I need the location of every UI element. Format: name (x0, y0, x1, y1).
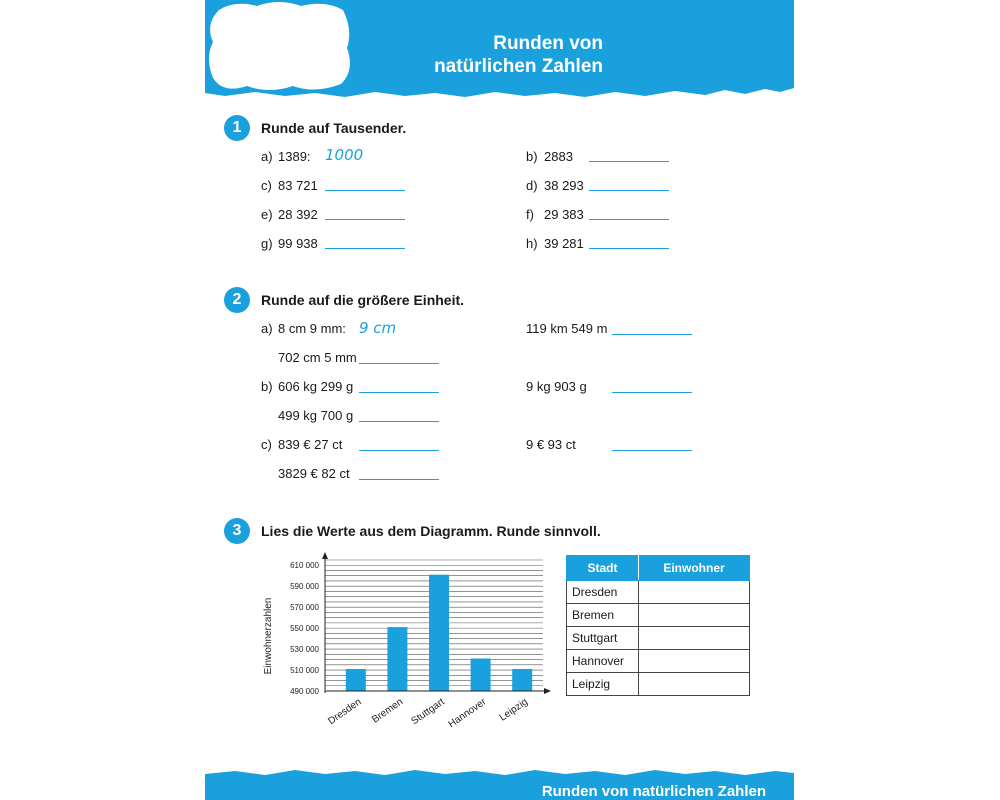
table-cell-population-input[interactable] (639, 650, 750, 673)
y-tick-label: 530 000 (290, 645, 319, 655)
task1-item-a-answer: 1000 (325, 146, 364, 164)
task1-item-b-label: b) (526, 149, 538, 164)
table-row (567, 627, 750, 650)
task2-item-c-label: c) (261, 437, 272, 452)
task1-item-f-value: 29 383 (544, 207, 584, 222)
worksheet-page (205, 0, 794, 800)
table-row (567, 581, 750, 604)
category-label-leipzig: Leipzig (497, 696, 530, 724)
category-label-stuttgart: Stuttgart (409, 696, 447, 728)
task1-item-g-label: g) (261, 236, 273, 251)
y-tick-label: 550 000 (290, 624, 319, 634)
task1-item-h-value: 39 281 (544, 236, 584, 251)
y-tick-label: 590 000 (290, 582, 319, 592)
task1-item-g-value: 99 938 (278, 236, 318, 251)
bar-stuttgart (429, 575, 449, 691)
table-cell-population-input[interactable] (639, 673, 750, 696)
table-cell-city: Leipzig (567, 673, 639, 696)
category-label-dresden: Dresden (326, 696, 364, 728)
task2-item-c2-value: 9 € 93 ct (526, 437, 576, 452)
task2-item-a3-value: 702 cm 5 mm (278, 350, 357, 365)
population-bar-chart (255, 548, 555, 733)
task2-item-c3-value: 3829 € 82 ct (278, 466, 350, 481)
city-population-table (566, 555, 750, 696)
bar-hannover (471, 659, 491, 691)
table-cell-population-input[interactable] (639, 581, 750, 604)
task1-item-d-answer-line[interactable] (589, 190, 669, 191)
stamp-text-line2: DICH! (639, 59, 735, 98)
task1-item-d-value: 38 293 (544, 178, 584, 193)
task1-item-g-answer-line[interactable] (325, 248, 405, 249)
task2-title: Runde auf die größere Einheit. (261, 292, 465, 308)
task1-item-c-label: c) (261, 178, 272, 193)
category-labels (326, 696, 530, 730)
task1-item-a-label: a) (261, 149, 273, 164)
table-row (567, 604, 750, 627)
task2-item-b-value: 606 kg 299 g (278, 379, 354, 394)
table-cell-city: Bremen (567, 604, 639, 627)
task1-item-c-answer-line[interactable] (325, 190, 405, 191)
task2-item-c3-answer-line[interactable] (359, 479, 439, 480)
task1-item-h-answer-line[interactable] (589, 248, 669, 249)
task2-item-b2-answer-line[interactable] (612, 392, 692, 393)
task2-item-a-answer: 9 cm (359, 319, 397, 337)
task1-title: Runde auf Tausender. (261, 120, 407, 136)
footer-title: Runden von natürlichen Zahlen (541, 783, 766, 800)
header-band (205, 0, 794, 100)
task1-item-f-label: f) (526, 207, 534, 222)
x-axis-arrow (544, 688, 551, 694)
task2-item-c-answer-line[interactable] (359, 450, 439, 451)
table-cell-city: Stuttgart (567, 627, 639, 650)
task1-item-a-value: 1389: (278, 149, 311, 164)
bar-bremen (387, 627, 407, 691)
y-tick-label: 510 000 (290, 666, 319, 676)
task2-item-a2-answer-line[interactable] (612, 334, 692, 335)
table-cell-population-input[interactable] (639, 627, 750, 650)
task2-item-a2-value: 119 km 549 m (526, 321, 608, 336)
page-title-line2: natürlichen Zahlen (434, 56, 603, 77)
table-cell-city: Hannover (567, 650, 639, 673)
task3-title: Lies die Werte aus dem Diagramm. Runde sinnvoll. (261, 523, 601, 539)
task1-item-d-label: d) (526, 178, 538, 193)
table-cell-population-input[interactable] (639, 604, 750, 627)
y-axis-arrow (322, 552, 328, 559)
task1-item-e-label: e) (261, 207, 273, 222)
y-tick-label: 570 000 (290, 603, 319, 613)
task2-item-a-value: 8 cm 9 mm: (278, 321, 346, 336)
y-tick-label: 490 000 (290, 687, 319, 696)
task1-item-b-value: 2883 (544, 149, 573, 164)
task1-number-badge: 1 (224, 115, 250, 141)
task3-number-badge: 3 (224, 518, 250, 544)
task1-item-e-value: 28 392 (278, 207, 318, 222)
category-label-bremen: Bremen (370, 696, 406, 726)
task1-item-b-answer-line[interactable] (589, 161, 669, 162)
footer-band (205, 768, 794, 800)
y-tick-label: 610 000 (290, 561, 319, 571)
category-label-hannover: Hannover (446, 696, 489, 731)
task2-item-b-answer-line[interactable] (359, 392, 439, 393)
task1-item-h-label: h) (526, 236, 538, 251)
y-tick-labels (290, 561, 319, 696)
chart-bars (346, 575, 532, 691)
y-axis-label: Einwohnerzahlen (263, 597, 274, 675)
task2-item-c-value: 839 € 27 ct (278, 437, 343, 452)
task2-item-b2-value: 9 kg 903 g (526, 379, 587, 394)
task2-item-a-label: a) (261, 321, 273, 336)
stamp-badge (205, 0, 353, 92)
task2-number-badge: 2 (224, 287, 250, 313)
table-cell-city: Dresden (567, 581, 639, 604)
task1-item-c-value: 83 721 (278, 178, 318, 193)
task2-item-b3-value: 499 kg 700 g (278, 408, 354, 423)
table-header-row (567, 556, 750, 581)
bar-dresden (346, 669, 366, 691)
task2-item-c2-answer-line[interactable] (612, 450, 692, 451)
table-row (567, 650, 750, 673)
task2-item-b3-answer-line[interactable] (359, 421, 439, 422)
stamp-text-line1: TESTE (636, 29, 738, 70)
table-header-city: Stadt (567, 556, 639, 581)
task1-item-f-answer-line[interactable] (589, 219, 669, 220)
task2-item-a3-answer-line[interactable] (359, 363, 439, 364)
task1-item-e-answer-line[interactable] (325, 219, 405, 220)
page-title-line1: Runden von (493, 33, 603, 54)
bar-leipzig (512, 669, 532, 691)
table-row (567, 673, 750, 696)
task2-item-b-label: b) (261, 379, 273, 394)
table-header-population: Einwohner (639, 556, 750, 581)
